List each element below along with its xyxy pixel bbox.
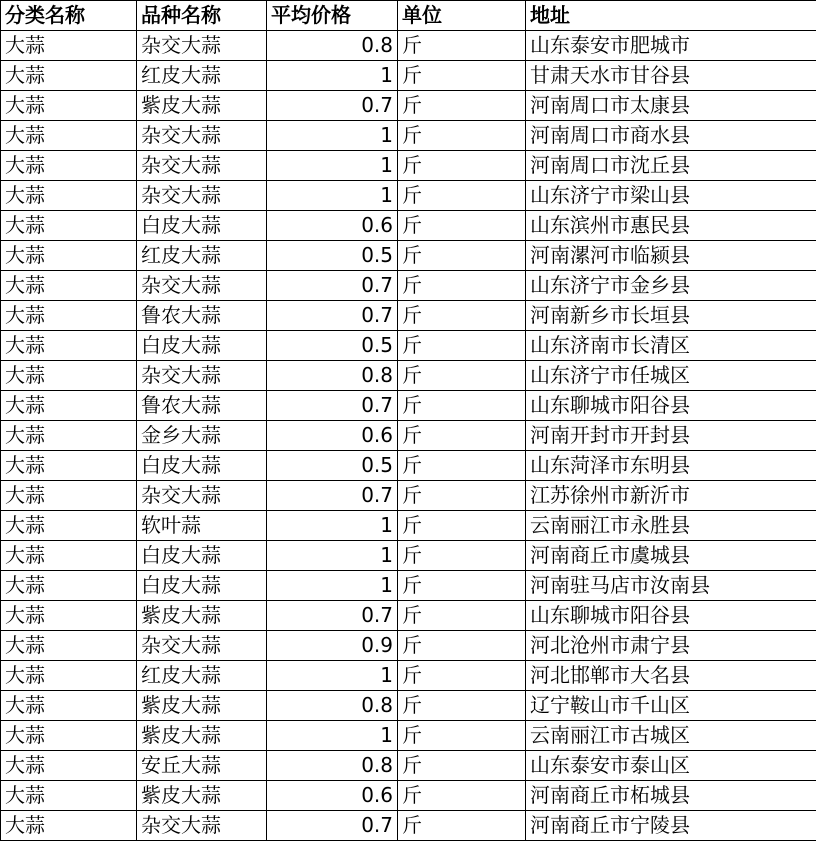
cell-address[interactable]: 山东济南市长清区 xyxy=(526,331,816,361)
cell-avg-price[interactable]: 0.7 xyxy=(267,601,398,631)
cell-unit[interactable]: 斤 xyxy=(398,301,526,331)
cell-unit[interactable]: 斤 xyxy=(398,181,526,211)
cell-variety[interactable]: 白皮大蒜 xyxy=(137,571,267,601)
table-row xyxy=(1,571,816,601)
table-row xyxy=(1,421,816,451)
cell-address[interactable]: 云南丽江市古城区 xyxy=(526,721,816,751)
cell-category[interactable]: 大蒜 xyxy=(1,451,137,481)
table-body xyxy=(1,31,816,841)
cell-category[interactable]: 大蒜 xyxy=(1,241,137,271)
cell-category[interactable]: 大蒜 xyxy=(1,481,137,511)
cell-address[interactable]: 江苏徐州市新沂市 xyxy=(526,481,816,511)
table-row xyxy=(1,631,816,661)
cell-category[interactable]: 大蒜 xyxy=(1,421,137,451)
cell-address[interactable]: 河南商丘市宁陵县 xyxy=(526,811,816,841)
cell-category[interactable]: 大蒜 xyxy=(1,751,137,781)
cell-avg-price[interactable]: 0.9 xyxy=(267,631,398,661)
table-row xyxy=(1,451,816,481)
cell-category[interactable]: 大蒜 xyxy=(1,151,137,181)
table-row xyxy=(1,91,816,121)
cell-variety[interactable]: 杂交大蒜 xyxy=(137,631,267,661)
table-row xyxy=(1,751,816,781)
table-row xyxy=(1,361,816,391)
cell-variety[interactable]: 紫皮大蒜 xyxy=(137,691,267,721)
cell-unit[interactable]: 斤 xyxy=(398,451,526,481)
table-row xyxy=(1,691,816,721)
table-row xyxy=(1,271,816,301)
cell-unit[interactable]: 斤 xyxy=(398,661,526,691)
cell-category[interactable]: 大蒜 xyxy=(1,301,137,331)
cell-unit[interactable]: 斤 xyxy=(398,781,526,811)
table-row xyxy=(1,181,816,211)
cell-avg-price[interactable]: 0.8 xyxy=(267,31,398,61)
cell-address[interactable]: 河南周口市太康县 xyxy=(526,91,816,121)
table-row xyxy=(1,541,816,571)
cell-unit[interactable]: 斤 xyxy=(398,121,526,151)
cell-variety[interactable]: 杂交大蒜 xyxy=(137,271,267,301)
cell-unit[interactable]: 斤 xyxy=(398,511,526,541)
table-row xyxy=(1,601,816,631)
cell-avg-price[interactable]: 1 xyxy=(267,721,398,751)
cell-avg-price[interactable]: 0.8 xyxy=(267,691,398,721)
header-category[interactable]: 分类名称 xyxy=(1,1,137,31)
cell-avg-price[interactable]: 0.7 xyxy=(267,301,398,331)
cell-category[interactable]: 大蒜 xyxy=(1,361,137,391)
cell-avg-price[interactable]: 0.7 xyxy=(267,391,398,421)
cell-address[interactable]: 山东泰安市肥城市 xyxy=(526,31,816,61)
cell-unit[interactable]: 斤 xyxy=(398,631,526,661)
cell-address[interactable]: 河南商丘市柘城县 xyxy=(526,781,816,811)
table-row xyxy=(1,61,816,91)
cell-avg-price[interactable]: 0.6 xyxy=(267,211,398,241)
table-row xyxy=(1,481,816,511)
cell-variety[interactable]: 紫皮大蒜 xyxy=(137,781,267,811)
cell-category[interactable]: 大蒜 xyxy=(1,331,137,361)
cell-unit[interactable]: 斤 xyxy=(398,391,526,421)
cell-variety[interactable]: 杂交大蒜 xyxy=(137,811,267,841)
cell-address[interactable]: 河北邯郸市大名县 xyxy=(526,661,816,691)
cell-category[interactable]: 大蒜 xyxy=(1,31,137,61)
cell-category[interactable]: 大蒜 xyxy=(1,691,137,721)
table-row xyxy=(1,121,816,151)
table-row xyxy=(1,391,816,421)
cell-avg-price[interactable]: 0.5 xyxy=(267,451,398,481)
cell-address[interactable]: 河南周口市商水县 xyxy=(526,121,816,151)
cell-variety[interactable]: 白皮大蒜 xyxy=(137,541,267,571)
cell-category[interactable]: 大蒜 xyxy=(1,211,137,241)
cell-category[interactable]: 大蒜 xyxy=(1,811,137,841)
cell-unit[interactable]: 斤 xyxy=(398,721,526,751)
cell-address[interactable]: 山东泰安市泰山区 xyxy=(526,751,816,781)
header-avg-price[interactable]: 平均价格 xyxy=(267,1,398,31)
cell-unit[interactable]: 斤 xyxy=(398,31,526,61)
cell-category[interactable]: 大蒜 xyxy=(1,91,137,121)
cell-avg-price[interactable]: 0.7 xyxy=(267,91,398,121)
table-row xyxy=(1,331,816,361)
cell-avg-price[interactable]: 0.8 xyxy=(267,361,398,391)
cell-address[interactable]: 山东滨州市惠民县 xyxy=(526,211,816,241)
cell-avg-price[interactable]: 0.6 xyxy=(267,421,398,451)
cell-avg-price[interactable]: 0.5 xyxy=(267,331,398,361)
cell-variety[interactable]: 杂交大蒜 xyxy=(137,181,267,211)
cell-address[interactable]: 辽宁鞍山市千山区 xyxy=(526,691,816,721)
cell-variety[interactable]: 白皮大蒜 xyxy=(137,451,267,481)
cell-unit[interactable]: 斤 xyxy=(398,361,526,391)
cell-variety[interactable]: 杂交大蒜 xyxy=(137,121,267,151)
cell-unit[interactable]: 斤 xyxy=(398,331,526,361)
cell-unit[interactable]: 斤 xyxy=(398,421,526,451)
cell-category[interactable]: 大蒜 xyxy=(1,511,137,541)
cell-variety[interactable]: 杂交大蒜 xyxy=(137,481,267,511)
cell-avg-price[interactable]: 0.6 xyxy=(267,781,398,811)
cell-variety[interactable]: 杂交大蒜 xyxy=(137,361,267,391)
cell-category[interactable]: 大蒜 xyxy=(1,571,137,601)
cell-avg-price[interactable]: 0.7 xyxy=(267,481,398,511)
cell-unit[interactable]: 斤 xyxy=(398,481,526,511)
table-row xyxy=(1,211,816,241)
cell-variety[interactable]: 安丘大蒜 xyxy=(137,751,267,781)
cell-variety[interactable]: 紫皮大蒜 xyxy=(137,601,267,631)
cell-unit[interactable]: 斤 xyxy=(398,91,526,121)
cell-address[interactable]: 河南商丘市虞城县 xyxy=(526,541,816,571)
table-row xyxy=(1,781,816,811)
cell-unit[interactable]: 斤 xyxy=(398,691,526,721)
cell-unit[interactable]: 斤 xyxy=(398,271,526,301)
cell-avg-price[interactable]: 1 xyxy=(267,121,398,151)
header-row xyxy=(1,1,816,31)
cell-unit[interactable]: 斤 xyxy=(398,151,526,181)
cell-unit[interactable]: 斤 xyxy=(398,811,526,841)
cell-variety[interactable]: 杂交大蒜 xyxy=(137,151,267,181)
cell-address[interactable]: 山东菏泽市东明县 xyxy=(526,451,816,481)
cell-address[interactable]: 河北沧州市肃宁县 xyxy=(526,631,816,661)
cell-avg-price[interactable]: 1 xyxy=(267,181,398,211)
cell-category[interactable]: 大蒜 xyxy=(1,61,137,91)
cell-variety[interactable]: 红皮大蒜 xyxy=(137,241,267,271)
cell-avg-price[interactable]: 1 xyxy=(267,511,398,541)
cell-address[interactable]: 河南周口市沈丘县 xyxy=(526,151,816,181)
cell-address[interactable]: 甘肃天水市甘谷县 xyxy=(526,61,816,91)
table-row xyxy=(1,151,816,181)
cell-variety[interactable]: 红皮大蒜 xyxy=(137,61,267,91)
cell-avg-price[interactable]: 1 xyxy=(267,541,398,571)
cell-unit[interactable]: 斤 xyxy=(398,61,526,91)
cell-avg-price[interactable]: 1 xyxy=(267,151,398,181)
table-row xyxy=(1,31,816,61)
cell-unit[interactable]: 斤 xyxy=(398,751,526,781)
cell-variety[interactable]: 紫皮大蒜 xyxy=(137,91,267,121)
cell-address[interactable]: 河南新乡市长垣县 xyxy=(526,301,816,331)
table-row xyxy=(1,241,816,271)
header-variety[interactable]: 品种名称 xyxy=(137,1,267,31)
cell-unit[interactable]: 斤 xyxy=(398,601,526,631)
header-unit[interactable]: 单位 xyxy=(398,1,526,31)
cell-category[interactable]: 大蒜 xyxy=(1,781,137,811)
cell-category[interactable]: 大蒜 xyxy=(1,631,137,661)
cell-address[interactable]: 河南漯河市临颍县 xyxy=(526,241,816,271)
table-row xyxy=(1,811,816,841)
cell-unit[interactable]: 斤 xyxy=(398,571,526,601)
cell-avg-price[interactable]: 1 xyxy=(267,571,398,601)
cell-category[interactable]: 大蒜 xyxy=(1,121,137,151)
cell-variety[interactable]: 白皮大蒜 xyxy=(137,211,267,241)
table-row xyxy=(1,511,816,541)
cell-avg-price[interactable]: 1 xyxy=(267,61,398,91)
cell-address[interactable]: 山东聊城市阳谷县 xyxy=(526,601,816,631)
cell-address[interactable]: 河南开封市开封县 xyxy=(526,421,816,451)
cell-variety[interactable]: 杂交大蒜 xyxy=(137,31,267,61)
cell-address[interactable]: 云南丽江市永胜县 xyxy=(526,511,816,541)
cell-variety[interactable]: 紫皮大蒜 xyxy=(137,721,267,751)
header-address[interactable]: 地址 xyxy=(526,1,816,31)
cell-category[interactable]: 大蒜 xyxy=(1,391,137,421)
cell-unit[interactable]: 斤 xyxy=(398,211,526,241)
cell-address[interactable]: 山东济宁市梁山县 xyxy=(526,181,816,211)
cell-address[interactable]: 山东济宁市金乡县 xyxy=(526,271,816,301)
cell-category[interactable]: 大蒜 xyxy=(1,541,137,571)
cell-variety[interactable]: 金乡大蒜 xyxy=(137,421,267,451)
table-row xyxy=(1,661,816,691)
cell-variety[interactable]: 红皮大蒜 xyxy=(137,661,267,691)
cell-category[interactable]: 大蒜 xyxy=(1,601,137,631)
table-row xyxy=(1,721,816,751)
cell-avg-price[interactable]: 0.5 xyxy=(267,241,398,271)
cell-avg-price[interactable]: 0.7 xyxy=(267,271,398,301)
cell-address[interactable]: 山东济宁市任城区 xyxy=(526,361,816,391)
cell-variety[interactable]: 白皮大蒜 xyxy=(137,331,267,361)
cell-category[interactable]: 大蒜 xyxy=(1,271,137,301)
cell-avg-price[interactable]: 1 xyxy=(267,661,398,691)
cell-category[interactable]: 大蒜 xyxy=(1,721,137,751)
cell-variety[interactable]: 软叶蒜 xyxy=(137,511,267,541)
cell-variety[interactable]: 鲁农大蒜 xyxy=(137,301,267,331)
cell-category[interactable]: 大蒜 xyxy=(1,661,137,691)
table-row xyxy=(1,301,816,331)
cell-category[interactable]: 大蒜 xyxy=(1,181,137,211)
cell-unit[interactable]: 斤 xyxy=(398,541,526,571)
cell-unit[interactable]: 斤 xyxy=(398,241,526,271)
cell-address[interactable]: 河南驻马店市汝南县 xyxy=(526,571,816,601)
cell-avg-price[interactable]: 0.8 xyxy=(267,751,398,781)
cell-address[interactable]: 山东聊城市阳谷县 xyxy=(526,391,816,421)
cell-variety[interactable]: 鲁农大蒜 xyxy=(137,391,267,421)
cell-avg-price[interactable]: 0.7 xyxy=(267,811,398,841)
